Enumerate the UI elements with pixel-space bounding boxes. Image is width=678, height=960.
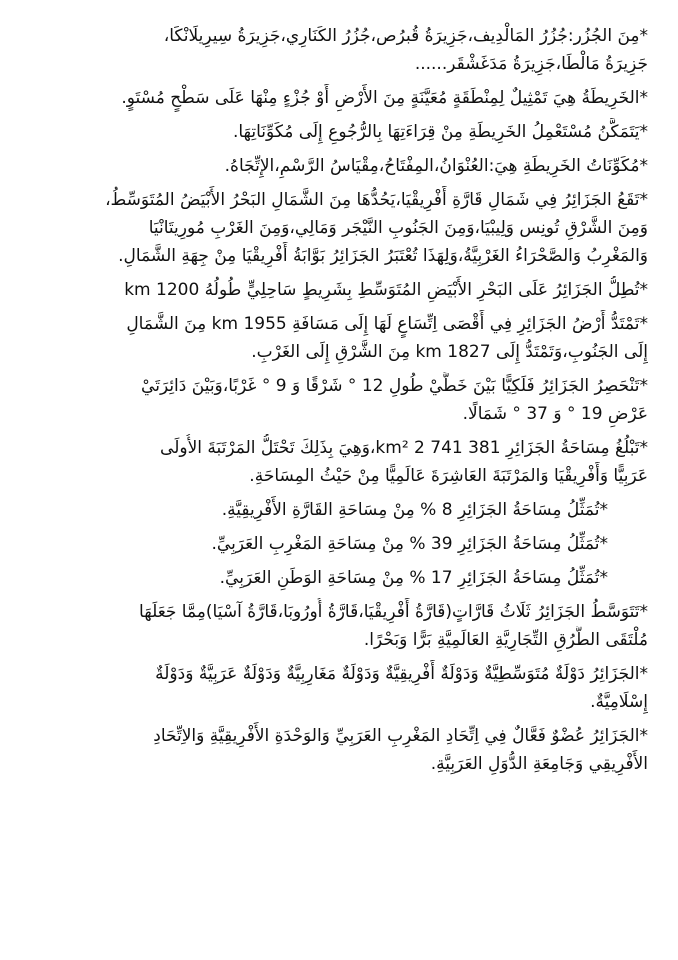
paragraph-line: *الجَزَائِرُ عُضْوٌ فَعَّالٌ فِي اِتِّحَادِ المَغْرِبِ العَرَبِيِّ وَالوَحْدَةِ الأَفْرِيقِيَّةِ وَالاِتِّحَادِ: [153, 726, 648, 746]
paragraph-line: *تَمْتَدُّ أَرْضُ الجَزَائِرِ فِي أَقْصَى اِتِّسَاعٍ لَهَا إِلَى مَسَافَةِ 1955 km مِنَ الشَّمَالِ: [126, 314, 648, 334]
paragraph-line: *مِنَ الجُزُر:جُزُرُ المَالْدِيف،جَزِيرَةُ قُبرُص،جُزُرُ الكَنَارِي،جَزِيرَةُ سِيرِيلَانْكَا،: [163, 26, 648, 46]
paragraph-line: إِلَى الجَنُوبِ،وَتَمْتَدُّ إِلَى 1827 km مِنَ الشَّرْقِ إِلَى الغَرْبِ.: [251, 342, 648, 362]
paragraph: [50, 434, 648, 490]
paragraph: [50, 564, 648, 592]
paragraph-line: *الخَرِيطَةُ هِيَ تَمْثِيلٌ لِمِنْطَقَةٍ مُعَيَّنَةٍ مِنَ الأَرْضِ أَوْ جُزْءٍ مِنْهَا عَلَى سَطْحٍ مُسْتَوٍ.: [121, 88, 648, 108]
paragraph: [50, 660, 648, 716]
paragraph: [50, 530, 648, 558]
paragraph-line: وَالمَغْرِبُ وَالصَّحْرَاءُ الغَرْبِيَّةُ،وَلِهَذَا تُعْتَبَرُ الجَزَائِرُ بَوَّابَةُ أَفْرِيقْيَا مِنْ جِهَةِ الشَّمَالِ.: [118, 246, 648, 266]
paragraph: [50, 22, 648, 78]
paragraph-line: *تُطِلُّ الجَزَائِرُ عَلَى البَحْرِ الأَبْيَضِ المُتَوَسِّطِ بِشَرِيطٍ سَاحِلِيٍّ طُولُهُ 1200 km: [124, 280, 648, 300]
paragraph: [50, 276, 648, 304]
paragraph: [50, 152, 648, 180]
paragraph: [50, 310, 648, 366]
paragraph-line: *تَبْلُغُ مِسَاحَةُ الجَزَائِرِ km² 2 741 381،وَهِيَ بِذَلِكَ تَحْتَلُّ المَرْتَبَةَ الأُولَى: [160, 438, 648, 458]
paragraph: [50, 84, 648, 112]
paragraph-line: وَمِنَ الشَّرْقِ تُونِس وَلِيبْيَا،وَمِنَ الجَنُوبِ النَّيْجَر وَمَالِي،وَمِنَ الغَرْبِ مُورِيتَانْيَا: [148, 218, 648, 238]
paragraph-list: [50, 22, 648, 778]
paragraph-line: الأَفْرِيقِي وَجَامِعَةِ الدُّوَلِ العَرَبِيَّةِ.: [430, 754, 648, 774]
paragraph-line: *تَنْحَصِرُ الجَزَائِرُ فَلَكِيًّا بَيْنَ خَطَّيْ طُولِ 12 ° شَرْقًا وَ 9 ° غَرْبًا،وَبَيْنَ دَائِرَتَيْ: [141, 376, 648, 396]
paragraph-line: *يَتَمَكَّنُ مُسْتَعْمِلُ الخَرِيطَةِ مِنْ قِرَاءَتِهَا بِالرُّجُوعِ إِلَى مُكَوِّنَاتِهَا.: [232, 122, 648, 142]
paragraph-line: *الجَزَائِرُ دَوْلَةٌ مُتَوَسِّطِيَّةٌ وَدَوْلَةٌ أَفْرِيقِيَّةٌ وَدَوْلَةٌ مَغَارِبِيَّةٌ وَدَوْلَةٌ عَرَبِيَّةٌ وَدَوْلَةٌ: [155, 664, 648, 684]
paragraph: [50, 186, 648, 270]
paragraph-line: *تُمَثِّلُ مِسَاحَةُ الجَزَائِرِ 17 % مِنْ مِسَاحَةِ الوَطَنِ العَرَبِيِّ.: [219, 568, 608, 588]
paragraph-line: *تُمَثِّلُ مِسَاحَةُ الجَزَائِرِ 8 % مِنْ مِسَاحَةِ القَارَّةِ الأَفْرِيقِيَّةِ.: [221, 500, 608, 520]
paragraph: [50, 722, 648, 778]
paragraph: [50, 496, 648, 524]
paragraph-line: عَرَبِيًّا وَأَفْرِيقْيَا وَالمَرْتَبَةَ العَاشِرَةَ عَالَمِيًّا مِنْ حَيْثُ المِسَاحَةِ.: [249, 466, 648, 486]
paragraph-line: *تُمَثِّلُ مِسَاحَةُ الجَزَائِرِ 39 % مِنْ مِسَاحَةِ المَغْرِبِ العَرَبِيِّ.: [211, 534, 608, 554]
paragraph-line: عَرْضِ 19 ° وَ 37 ° شَمَالًا.: [462, 404, 648, 424]
paragraph-line: *تَقَعُ الجَزَائِرُ فِي شَمَالِ قَارَّةِ أَفْرِيقْيَا،يَحُدُّهَا مِنَ الشَّمَالِ البَحْرُ الأَبْيَضُ المُتَوَسِّطُ،: [105, 190, 648, 210]
paragraph-line: إِسْلَامِيَّةٌ.: [590, 692, 648, 712]
paragraph-line: مُلْتَقَى الطُّرُقِ التِّجَارِيَّةِ العَالَمِيَّةِ بَرًّا وَبَحْرًا.: [363, 630, 648, 650]
paragraph-line: جَزِيرَةُ مَالْطَا،جَزِيرَةُ مَدَغَشْقَر......: [414, 54, 648, 74]
paragraph: [50, 118, 648, 146]
paragraph: [50, 598, 648, 654]
paragraph-line: *تَتَوَسَّطُ الجَزَائِرُ ثَلَاثُ قَارَّاتٍ(قَارَّةُ أَفْرِيقْيَا،قَارَّةُ أُورُوبَا،قَارَّةُ آسْيَا)مِمَّا جَعَلَهَا: [139, 602, 648, 622]
paragraph: [50, 372, 648, 428]
paragraph-line: *مُكَوِّنَاتُ الخَرِيطَةِ هِيَ:العُنْوَانُ،المِفْتَاحُ،مِقْيَاسُ الرَّسْمِ،الإِتِّجَاهُ.: [224, 156, 648, 176]
